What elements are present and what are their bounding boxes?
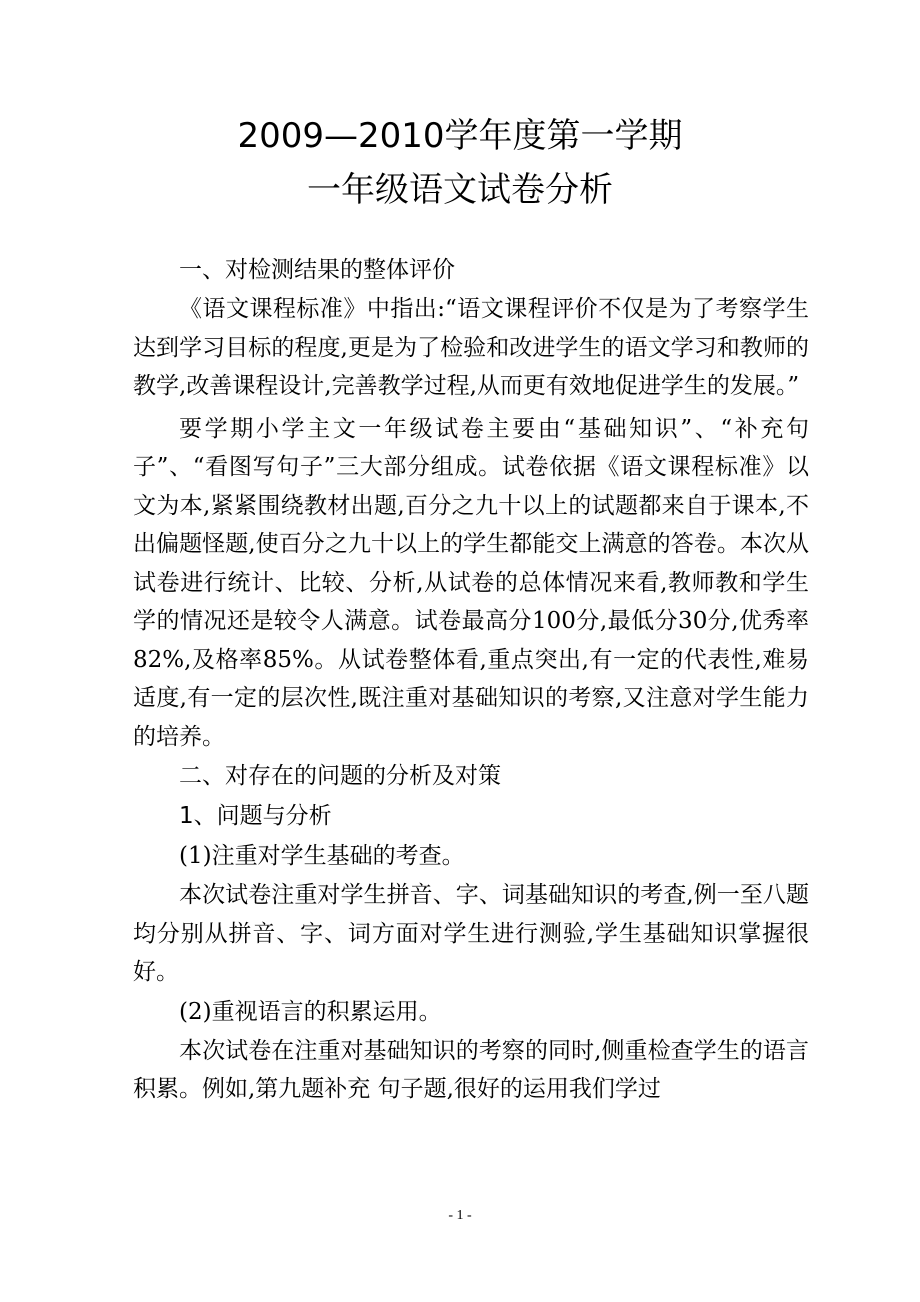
section-1-heading: 一、对检测结果的整体评价 [179,257,455,283]
section-1-paragraph-2: 要学期小学主文一年级试卷主要由“基础知识”、“补充句子”、“看图写句子”三大部分组成。试卷依据《语文课程标准》以文为本,紧紧围绕教材出题,百分之九十以上的试题都来自于课本,不出偏题怪题,使百分之九十以上的学生都能交上满意的答卷。本次从试卷进行统计、比较、分析,从试卷的总体情况来看,教师教和学生学的情况还是较令人满意。试卷最高分100分,最低分30分,优秀率82%,及格率85%。从试卷整体看,重点突出,有一定的代表性,难易适度,有一定的层次性,既注重对基础知识的考察,又注意对学生能力的培养。 [133,415,809,750]
section-2-heading: 二、对存在的问题的分析及对策 [179,763,501,789]
document-body [133,250,809,1109]
item-2-heading: (2)重视语言的积累运用。 [179,998,442,1025]
document-title-line2: 一年级语文试卷分析 [307,170,613,210]
section-2-subheading: 1、问题与分析 [179,803,332,829]
item-1-heading: (1)注重对学生基础的考查。 [179,843,465,869]
item-2-paragraph: 本次试卷在注重对基础知识的考察的同时,侧重检查学生的语言积累。例如,第九题补充 句子题,很好的运用我们学过 [133,1037,809,1102]
document-title-line1: 2009—2010学年度第一学期 [237,116,683,156]
item-1-paragraph: 本次试卷注重对学生拼音、字、词基础知识的考查,例一至八题均分别从拼音、字、词方面对学生进行测验,学生基础知识掌握很好。 [133,882,809,985]
section-1-paragraph-1: 《语文课程标准》中指出:“语文课程评价不仅是为了考察学生达到学习目标的程度,更是为了检验和改进学生的语文学习和教师的教学,改善课程设计,完善教学过程,从而更有效地促进学生的发展。” [133,296,809,399]
page-number: - 1 - [448,1208,472,1223]
